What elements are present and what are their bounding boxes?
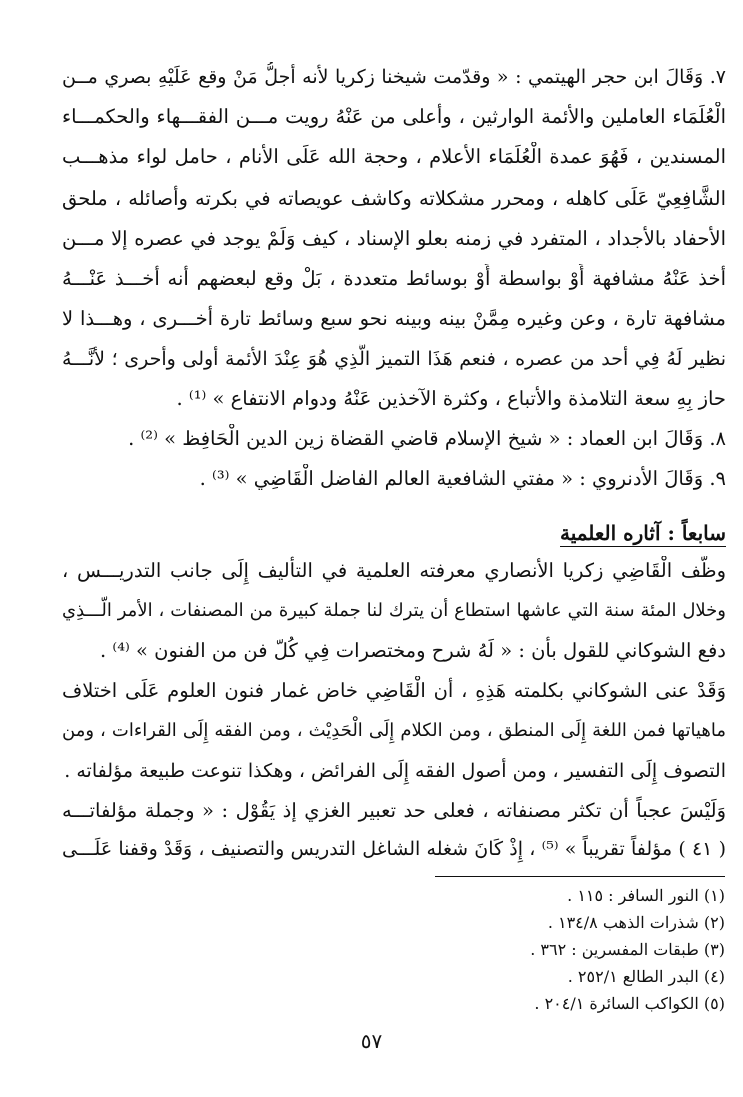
section-heading-line <box>62 518 726 548</box>
footnote-separator <box>435 876 725 877</box>
body-line: نظير لَهُ فِي أحد من عصره ، فنعم هَذَا التميز الَّذِي هُوَ عِنْدَ الأئمة أولى وأحرى ؛ لأنَّـــهُ <box>62 348 726 370</box>
page-number: ٥٧ <box>360 1029 383 1053</box>
footnote: (١) النور السافر : ١١٥ . <box>567 886 725 905</box>
section-line: وظّف الْقَاضِي زكريا الأنصاري معرفته العلمية في التأليف إِلَى جانب التدريـــس ، <box>62 559 726 582</box>
section-line: وَلَيْسَ عجباً أن تكثر مصنفاته ، فعلى حد تعبير الغزي إذ يَقُوْل : « وجملة مؤلفاتـــه <box>62 799 726 822</box>
footnote: (٤) البدر الطالع ٢٥٢/١ . <box>567 967 725 986</box>
body-line: الْعُلَمَاء العاملين والأئمة الوارثين ، وأعلى من عَنْهُ رويت مـــن الفقـــهاء والحكمـــاء <box>62 105 726 128</box>
body-line: ٨. وَقَالَ ابن العماد : « شيخ الإسلام قاضي القضاة زين الدين الْحَافِظ » ⁽²⁾ . <box>128 427 726 450</box>
body-line: مشافهة تارة ، وعن وغيره مِمَّنْ بينه وبينه نحو سبع وسائط تارة أخـــرى ، وهـــذا لا <box>62 307 726 330</box>
body-line: ٧. وَقَالَ ابن حجر الهيتمي : « وقدّمت شيخنا زكريا لأنه أجلُّ مَنْ وقع عَلَيْهِ بصري مــن <box>62 66 726 88</box>
section-line: دفع الشوكاني للقول بأن : « لَهُ شرح ومختصرات فِي كُلّ فن من الفنون » ⁽⁴⁾ . <box>100 639 726 662</box>
footnote: (٥) الكواكب السائرة ٢٠٤/١ . <box>534 994 725 1013</box>
section-line: ( ٤١ ) مؤلفاً تقريباً » ⁽⁵⁾ ، إِذْ كَانَ شغله الشاغل التدريس والتصنيف ، وَقَدْ وقفنا عَلَـــى <box>62 838 726 860</box>
body-line: المسندين ، فَهُوَ عمدة الْعُلَمَاء الأعلام ، وحجة الله عَلَى الأنام ، حامل لواء مذهـــب <box>62 145 726 168</box>
body-line: حاز بِهِ سعة التلامذة والأتباع ، وكثرة الآخذين عَنْهُ ودوام الانتفاع » ⁽¹⁾ . <box>176 387 726 410</box>
footnote: (٢) شذرات الذهب ١٣٤/٨ . <box>547 913 725 932</box>
section-line: وَقَدْ عنى الشوكاني بكلمته هَذِهِ ، أن الْقَاضِي خاض غمار فنون العلوم عَلَى اختلاف <box>62 679 726 702</box>
section-line: ماهياتها فمن اللغة إِلَى المنطق ، ومن الكلام إِلَى الْحَدِيْث ، ومن الفقه إِلَى القراءات ، ومن <box>62 720 726 741</box>
body-line: أخذ عَنْهُ مشافهة أَوْ بواسطة أَوْ بوسائط متعددة ، بَلْ وقع لبعضهم أنه أخـــذ عَنْـــهُ <box>62 267 726 290</box>
section-heading: سابعاً : آثاره العلمية <box>559 521 726 545</box>
section-line: وخلال المئة سنة التي عاشها استطاع أن يترك لنا جملة كبيرة من المصنفات ، الأمر الَّـــذِي <box>62 600 726 621</box>
body-line: ٩. وَقَالَ الأدنروي : « مفتي الشافعية العالم الفاضل الْقَاضِي » ⁽³⁾ . <box>199 467 726 490</box>
body-line: الشَّافِعِيّ عَلَى كاهله ، ومحرر مشكلاته وكاشف عويصاته في بكرته وأصائله ، ملحق <box>62 187 726 210</box>
section-line: التصوف إِلَى التفسير ، ومن أصول الفقه إِلَى الفرائض ، وهكذا تنوعت طبيعة مؤلفاته . <box>64 760 726 782</box>
footnote: (٣) طبقات المفسرين : ٣٦٢ . <box>530 940 725 959</box>
body-line: الأحفاد بالأجداد ، المتفرد في زمنه بعلو الإسناد ، كيف وَلَمْ يوجد في عصره إلا مـــن <box>62 227 726 250</box>
